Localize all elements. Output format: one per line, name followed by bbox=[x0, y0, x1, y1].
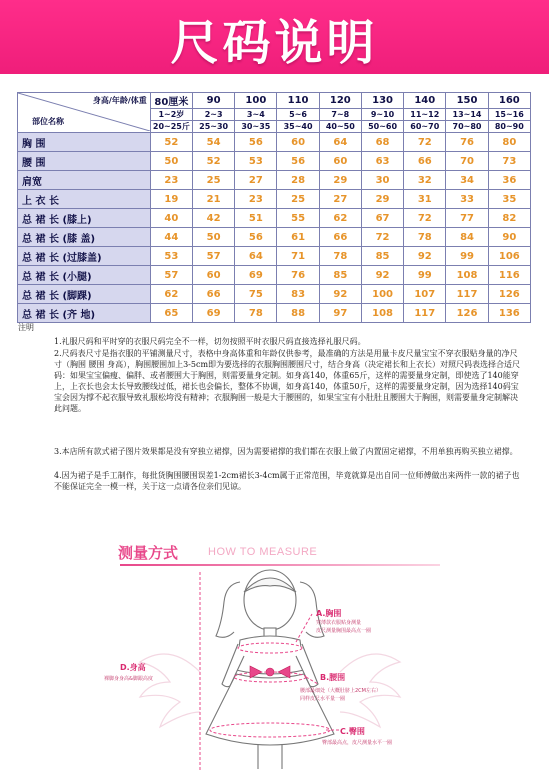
row-label: 胸 围 bbox=[18, 133, 151, 152]
value-cell: 92 bbox=[361, 266, 403, 285]
row-label: 肩宽 bbox=[18, 171, 151, 190]
value-cell: 76 bbox=[277, 266, 319, 285]
value-cell: 30 bbox=[361, 171, 403, 190]
table-row bbox=[18, 266, 531, 285]
table-row bbox=[18, 152, 531, 171]
page-title: 尺码说明 bbox=[170, 15, 379, 71]
corner-bottom-label: 部位名称 bbox=[32, 117, 64, 126]
note-item: 4.因为裙子是手工制作，每批货胸围腰围误差1-2cm裙长3-4cm属于正常范围，毕竟就算是出自同一位师傅做出来两件一款的裙子也不能保证完全一模一样，关于这一点请各位亲们见谅。 bbox=[54, 471, 520, 491]
table-row bbox=[18, 190, 531, 209]
table-row bbox=[18, 209, 531, 228]
value-cell: 107 bbox=[404, 285, 446, 304]
value-cell: 51 bbox=[235, 209, 277, 228]
value-cell: 60 bbox=[319, 152, 361, 171]
value-cell: 53 bbox=[235, 152, 277, 171]
row-label: 上 衣 长 bbox=[18, 190, 151, 209]
row-label: 总 裙 长 (膝 盖) bbox=[18, 228, 151, 247]
size-cell: 120 bbox=[319, 93, 361, 109]
age-cell: 1~2岁 bbox=[150, 109, 192, 121]
value-cell: 56 bbox=[235, 133, 277, 152]
value-cell: 75 bbox=[235, 285, 277, 304]
age-cell: 15~16 bbox=[488, 109, 530, 121]
value-cell: 97 bbox=[319, 304, 361, 323]
value-cell: 63 bbox=[361, 152, 403, 171]
value-cell: 77 bbox=[446, 209, 488, 228]
age-cell: 9~10 bbox=[361, 109, 403, 121]
size-cell: 100 bbox=[235, 93, 277, 109]
value-cell: 53 bbox=[150, 247, 192, 266]
value-cell: 52 bbox=[150, 133, 192, 152]
value-cell: 69 bbox=[193, 304, 235, 323]
value-cell: 88 bbox=[277, 304, 319, 323]
age-cell: 13~14 bbox=[446, 109, 488, 121]
value-cell: 72 bbox=[404, 209, 446, 228]
row-label: 总 裙 长 (齐 地) bbox=[18, 304, 151, 323]
row-label: 总 裙 长 (小腿) bbox=[18, 266, 151, 285]
value-cell: 70 bbox=[446, 152, 488, 171]
note-item: 1.礼服尺码和平时穿的衣服尺码完全不一样，切勿按照平时衣服尺码直接选择礼服尺码。 bbox=[54, 337, 366, 346]
size-cell: 130 bbox=[361, 93, 403, 109]
value-cell: 61 bbox=[277, 228, 319, 247]
weight-cell: 40~50 bbox=[319, 121, 361, 133]
size-table bbox=[17, 92, 531, 323]
size-header-row bbox=[18, 93, 531, 109]
value-cell: 23 bbox=[150, 171, 192, 190]
value-cell: 66 bbox=[193, 285, 235, 304]
value-cell: 78 bbox=[404, 228, 446, 247]
value-cell: 126 bbox=[446, 304, 488, 323]
value-cell: 71 bbox=[277, 247, 319, 266]
value-cell: 21 bbox=[193, 190, 235, 209]
size-cell: 140 bbox=[404, 93, 446, 109]
note-item: 3.本店所有款式裙子图片效果都是没有穿独立裙撑，因为需要裙撑的我们都在衣服上做了内置固定裙撑，不用单独再购买独立裙撑。 bbox=[54, 447, 518, 456]
row-label: 总 裙 长 (过膝盖) bbox=[18, 247, 151, 266]
header-banner bbox=[0, 0, 549, 74]
value-cell: 66 bbox=[319, 228, 361, 247]
table-row bbox=[18, 133, 531, 152]
desc-chest-1: 穿薄款衣服贴身测量 bbox=[316, 620, 362, 626]
weight-cell: 70~80 bbox=[446, 121, 488, 133]
value-cell: 85 bbox=[319, 266, 361, 285]
value-cell: 117 bbox=[446, 285, 488, 304]
weight-cell: 80~90 bbox=[488, 121, 530, 133]
value-cell: 27 bbox=[319, 190, 361, 209]
value-cell: 34 bbox=[446, 171, 488, 190]
value-cell: 44 bbox=[150, 228, 192, 247]
value-cell: 36 bbox=[488, 171, 530, 190]
size-cell: 110 bbox=[277, 93, 319, 109]
table-row bbox=[18, 285, 531, 304]
desc-waist-2: 同样皮尺水平量一圈 bbox=[300, 696, 346, 702]
label-chest: A.胸围 bbox=[316, 609, 342, 618]
value-cell: 54 bbox=[193, 133, 235, 152]
measure-title: 测量方式 bbox=[118, 544, 179, 562]
value-cell: 69 bbox=[235, 266, 277, 285]
value-cell: 62 bbox=[150, 285, 192, 304]
value-cell: 25 bbox=[193, 171, 235, 190]
value-cell: 60 bbox=[193, 266, 235, 285]
value-cell: 19 bbox=[150, 190, 192, 209]
table-row bbox=[18, 171, 531, 190]
value-cell: 73 bbox=[488, 152, 530, 171]
age-cell: 7~8 bbox=[319, 109, 361, 121]
value-cell: 64 bbox=[235, 247, 277, 266]
row-label: 腰 围 bbox=[18, 152, 151, 171]
table-row bbox=[18, 247, 531, 266]
weight-cell: 30~35 bbox=[235, 121, 277, 133]
value-cell: 62 bbox=[319, 209, 361, 228]
value-cell: 116 bbox=[488, 266, 530, 285]
value-cell: 42 bbox=[193, 209, 235, 228]
value-cell: 31 bbox=[404, 190, 446, 209]
value-cell: 90 bbox=[488, 228, 530, 247]
label-waist: B.腰围 bbox=[320, 673, 346, 682]
value-cell: 92 bbox=[404, 247, 446, 266]
value-cell: 84 bbox=[446, 228, 488, 247]
age-cell: 11~12 bbox=[404, 109, 446, 121]
value-cell: 83 bbox=[277, 285, 319, 304]
table-corner bbox=[18, 93, 151, 133]
value-cell: 99 bbox=[446, 247, 488, 266]
value-cell: 50 bbox=[193, 228, 235, 247]
value-cell: 76 bbox=[446, 133, 488, 152]
size-cell: 90 bbox=[193, 93, 235, 109]
weight-cell: 60~70 bbox=[404, 121, 446, 133]
value-cell: 28 bbox=[277, 171, 319, 190]
corner-top-label: 身高/年龄/体重 bbox=[92, 96, 147, 105]
value-cell: 99 bbox=[404, 266, 446, 285]
measure-section bbox=[90, 522, 470, 774]
desc-waist-1: 腰部最细处（大概肚脐上2CM左右） bbox=[300, 688, 381, 694]
value-cell: 106 bbox=[488, 247, 530, 266]
value-cell: 50 bbox=[150, 152, 192, 171]
value-cell: 72 bbox=[361, 228, 403, 247]
value-cell: 136 bbox=[488, 304, 530, 323]
value-cell: 57 bbox=[193, 247, 235, 266]
value-cell: 29 bbox=[361, 190, 403, 209]
girl-illustration bbox=[90, 522, 470, 774]
weight-cell: 35~40 bbox=[277, 121, 319, 133]
value-cell: 80 bbox=[488, 133, 530, 152]
value-cell: 82 bbox=[488, 209, 530, 228]
size-cell: 80厘米 bbox=[150, 93, 192, 109]
label-height: D.身高 bbox=[120, 663, 146, 672]
size-cell: 160 bbox=[488, 93, 530, 109]
value-cell: 85 bbox=[361, 247, 403, 266]
measure-subtitle: HOW TO MEASURE bbox=[208, 546, 318, 558]
value-cell: 32 bbox=[404, 171, 446, 190]
value-cell: 33 bbox=[446, 190, 488, 209]
value-cell: 65 bbox=[150, 304, 192, 323]
row-label: 总 裙 长 (膝上) bbox=[18, 209, 151, 228]
value-cell: 92 bbox=[319, 285, 361, 304]
value-cell: 66 bbox=[404, 152, 446, 171]
value-cell: 60 bbox=[277, 133, 319, 152]
desc-height: 裸脚身身高&脚跟高度 bbox=[104, 676, 153, 682]
value-cell: 78 bbox=[235, 304, 277, 323]
value-cell: 78 bbox=[319, 247, 361, 266]
weight-cell: 20~25斤 bbox=[150, 121, 192, 133]
value-cell: 108 bbox=[446, 266, 488, 285]
value-cell: 29 bbox=[319, 171, 361, 190]
value-cell: 72 bbox=[404, 133, 446, 152]
value-cell: 25 bbox=[277, 190, 319, 209]
value-cell: 52 bbox=[193, 152, 235, 171]
value-cell: 23 bbox=[235, 190, 277, 209]
value-cell: 108 bbox=[361, 304, 403, 323]
value-cell: 35 bbox=[488, 190, 530, 209]
value-cell: 117 bbox=[404, 304, 446, 323]
value-cell: 100 bbox=[361, 285, 403, 304]
size-cell: 150 bbox=[446, 93, 488, 109]
age-cell: 3~4 bbox=[235, 109, 277, 121]
row-label: 总 裙 长 (脚踝) bbox=[18, 285, 151, 304]
desc-chest-2: 皮尺测量胸围最高点一圈 bbox=[316, 628, 372, 634]
value-cell: 68 bbox=[361, 133, 403, 152]
table-row bbox=[18, 228, 531, 247]
value-cell: 55 bbox=[277, 209, 319, 228]
age-cell: 5~6 bbox=[277, 109, 319, 121]
value-cell: 56 bbox=[277, 152, 319, 171]
weight-cell: 25~30 bbox=[193, 121, 235, 133]
weight-cell: 50~60 bbox=[361, 121, 403, 133]
desc-hip: 臀部最高点，皮尺测量水平一圈 bbox=[322, 740, 393, 746]
value-cell: 64 bbox=[319, 133, 361, 152]
value-cell: 27 bbox=[235, 171, 277, 190]
table-row bbox=[18, 304, 531, 323]
value-cell: 40 bbox=[150, 209, 192, 228]
value-cell: 57 bbox=[150, 266, 192, 285]
value-cell: 67 bbox=[361, 209, 403, 228]
note-item: 2.尺码表尺寸是指衣服的平铺测量尺寸，表格中身高体重和年龄仅供参考，最准确的方法是用量卡皮尺量宝宝不穿衣服贴身量的净尺寸（胸围 腰围 身高），胸围腰围加上3-5cm即为要选择的衣服胸围腰围尺寸，结合身高（决定裙长和上衣长）对照尺码表选择合适尺码：如果宝宝偏瘦、偏胖、或者腰围大于胸围，则需要量身定制。如身高140，体重65斤，这样的需要量身定制，即使选了140能穿上，上衣长也会太长导致腰线过低，裙长也会偏长，整体不协调，如身高140，体重50斤，这样的需要量身定制，因为选择140码宝宝会因为撑不起衣服导致礼服松垮没有精神；衣服胸围一般是大于腰围的，如果宝宝有小肚肚且腰围大于胸围，则需要量身定制解决此问题。 bbox=[54, 349, 521, 413]
notes-title: 注明 bbox=[18, 323, 34, 332]
value-cell: 56 bbox=[235, 228, 277, 247]
value-cell: 126 bbox=[488, 285, 530, 304]
age-cell: 2~3 bbox=[193, 109, 235, 121]
label-hip: C.臀围 bbox=[340, 727, 365, 736]
